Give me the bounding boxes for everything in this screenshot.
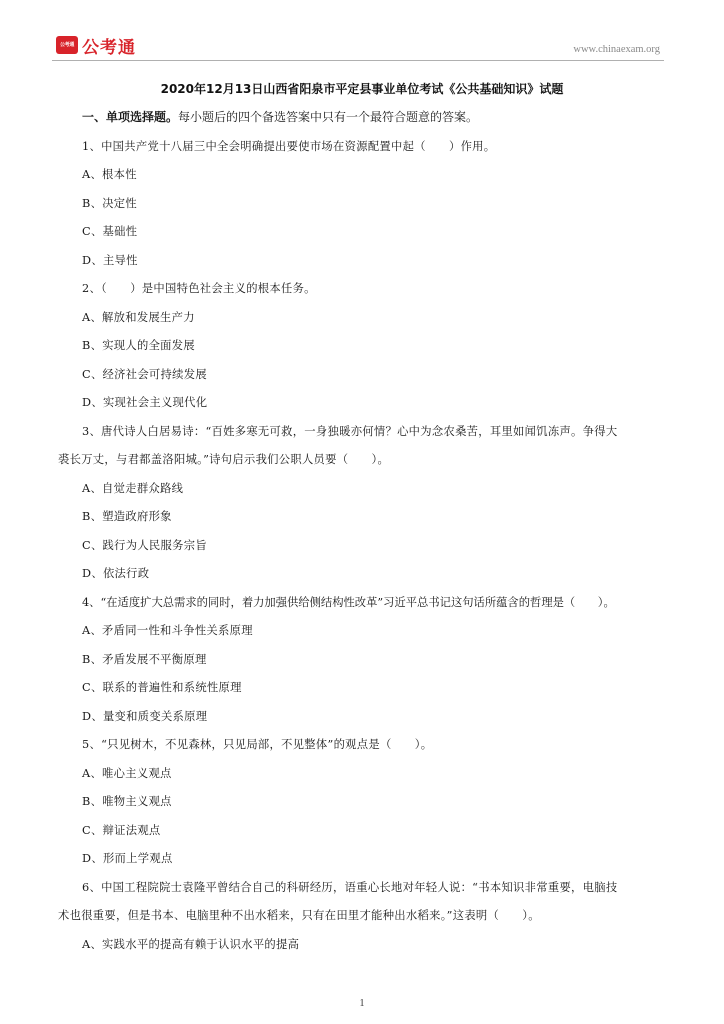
document-title: 2020年12月13日山西省阳泉市平定县事业单位考试《公共基础知识》试题 (160, 82, 564, 96)
question-1-option-c: C、基础性 (82, 225, 138, 238)
question-3-option-a: A、自觉走群众路线 (82, 482, 184, 495)
question-2-option-d: D、实现社会主义现代化 (82, 396, 208, 409)
question-4-text: 4、“在适度扩大总需求的同时，着力加强供给侧结构性改革”习近平总书记这句话所蕴含的哲理是（ ）。 (82, 596, 615, 609)
question-1-text: 1、中国共产党十八届三中全会明确提出要使市场在资源配置中起（ ）作用。 (82, 140, 496, 153)
question-4-option-b: B、矛盾发展不平衡原理 (82, 653, 207, 666)
question-1-option-d: D、主导性 (82, 254, 138, 267)
question-2-option-a: A、解放和发展生产力 (82, 311, 195, 324)
page-number: 1 (359, 998, 365, 1009)
question-1-option-a: A、根本性 (82, 168, 137, 181)
page-header (56, 36, 664, 60)
question-5-option-a: A、唯心主义观点 (82, 767, 172, 780)
question-5-option-c: C、辩证法观点 (82, 824, 161, 837)
section-heading (82, 108, 478, 125)
question-4-option-a: A、矛盾同一性和斗争性关系原理 (82, 624, 253, 637)
question-4-option-c: C、联系的普遍性和系统性原理 (82, 681, 242, 694)
question-3-text-continued: 裘长万丈，与君都盖洛阳城。”诗句启示我们公职人员要（ ）。 (58, 453, 390, 466)
question-2-text: 2、（ ）是中国特色社会主义的根本任务。 (82, 282, 316, 295)
question-4-option-d: D、量变和质变关系原理 (82, 710, 208, 723)
logo-text: 公考通 (82, 38, 136, 58)
question-3-option-c: C、践行为人民服务宗旨 (82, 539, 207, 552)
site-url: www.chinaexam.org (573, 44, 660, 55)
question-2-option-b: B、实现人的全面发展 (82, 339, 195, 352)
header-divider (52, 60, 664, 61)
question-2-option-c: C、经济社会可持续发展 (82, 368, 207, 381)
question-5-option-d: D、形而上学观点 (82, 852, 173, 865)
question-3-text: 3、唐代诗人白居易诗：“百姓多寒无可救，一身独暖亦何情？心中为念农桑苦，耳里如闻饥冻声。争得大 (82, 425, 618, 438)
question-5-option-b: B、唯物主义观点 (82, 795, 172, 808)
section-description: 每小题后的四个备选答案中只有一个最符合题意的答案。 (178, 110, 479, 124)
logo-badge: 公考通 (56, 36, 78, 54)
question-1-option-b: B、决定性 (82, 197, 137, 210)
question-3-option-b: B、塑造政府形象 (82, 510, 172, 523)
question-5-text: 5、“只见树木，不见森林，只见局部，不见整体”的观点是（ ）。 (82, 738, 433, 751)
section-title: 一、单项选择题。 (82, 110, 179, 124)
question-6-option-a: A、实践水平的提高有赖于认识水平的提高 (82, 938, 300, 951)
question-6-text-continued: 术也很重要，但是书本、电脑里种不出水稻来，只有在田里才能种出水稻来。”这表明（ ）。 (58, 909, 540, 922)
question-6-text: 6、中国工程院院士袁隆平曾结合自己的科研经历，语重心长地对年轻人说：“书本知识非常重要，电脑技 (82, 881, 618, 894)
question-3-option-d: D、依法行政 (82, 567, 150, 580)
